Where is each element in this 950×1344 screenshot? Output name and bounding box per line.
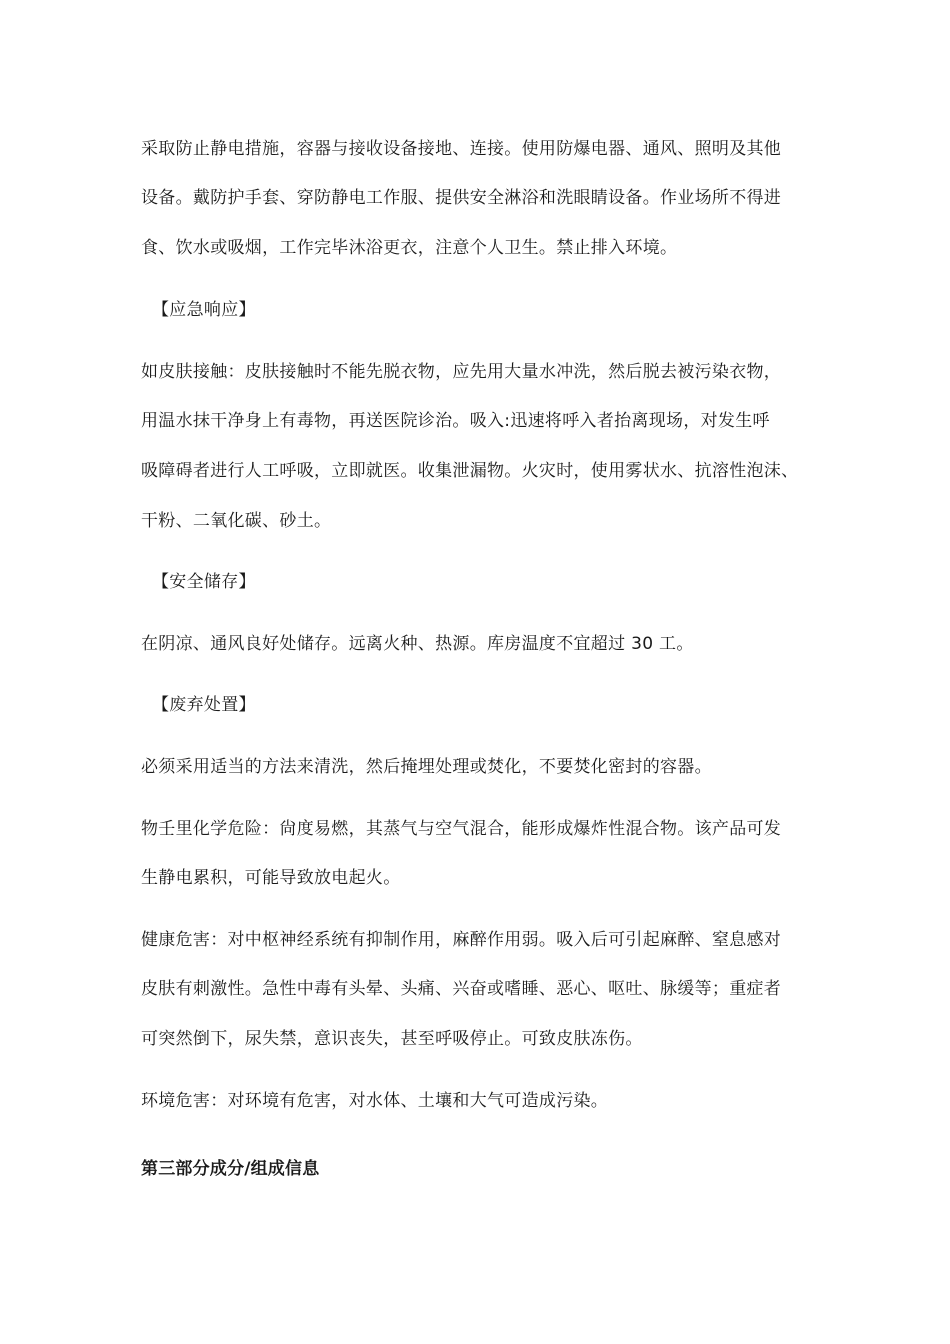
- health-hazard-line-3: 可突然倒下，尿失禁，意识丧失，甚至呼吸停止。可致皮肤冻伤。: [141, 1029, 643, 1049]
- environment-hazard-line-1: 环境危害：对环境有危害，对水体、土壤和大气可造成污染。: [141, 1091, 609, 1111]
- storage-line-1: 在阴凉、通风良好处储存。远离火种、热源。库房温度不宜超过 30 工。: [141, 634, 694, 654]
- emergency-heading: 【应急响应】: [152, 300, 256, 320]
- protection-line-2: 设备。戴防护手套、穿防静电工作服、提供安全淋浴和洗眼睛设备。作业场所不得进: [141, 188, 782, 208]
- emergency-line-1: 如皮肤接触：皮肤接触时不能先脱衣物，应先用大量水冲洗，然后脱去被污染衣物，: [141, 362, 782, 382]
- emergency-line-2: 用温水抹干净身上有毒物，再送医院诊治。吸入:迅速将呼入者抬离现场，对发生呼: [141, 411, 770, 431]
- section-three-title: 第三部分成分/组成信息: [141, 1159, 320, 1179]
- health-hazard-line-1: 健康危害：对中枢神经系统有抑制作用，麻醉作用弱。吸入后可引起麻醉、窒息感对: [141, 930, 782, 950]
- disposal-line-1: 必须采用适当的方法来清洗，然后掩埋处理或焚化，不要焚化密封的容器。: [141, 757, 712, 777]
- protection-line-1: 采取防止静电措施，容器与接收设备接地、连接。使用防爆电器、通风、照明及其他: [141, 139, 782, 159]
- storage-heading: 【安全储存】: [152, 572, 256, 592]
- health-hazard-line-2: 皮肤有刺激性。急性中毒有头晕、头痛、兴奋或嗜睡、恶心、呕吐、脉缓等；重症者: [141, 979, 782, 999]
- emergency-line-4: 干粉、二氧化碳、砂土。: [141, 511, 332, 531]
- disposal-heading: 【废弃处置】: [152, 695, 256, 715]
- physical-hazard-line-2: 生静电累积，可能导致放电起火。: [141, 868, 401, 888]
- protection-line-3: 食、饮水或吸烟，工作完毕沐浴更衣，注意个人卫生。禁止排入环境。: [141, 238, 678, 258]
- physical-hazard-line-1: 物壬里化学危险：尙度易燃，其蒸气与空气混合，能形成爆炸性混合物。该产品可发: [141, 819, 782, 839]
- emergency-line-3: 吸障碍者进行人工呼吸，立即就医。收集泄漏物。火灾时，使用雾状水、抗溶性泡沫、: [141, 461, 799, 481]
